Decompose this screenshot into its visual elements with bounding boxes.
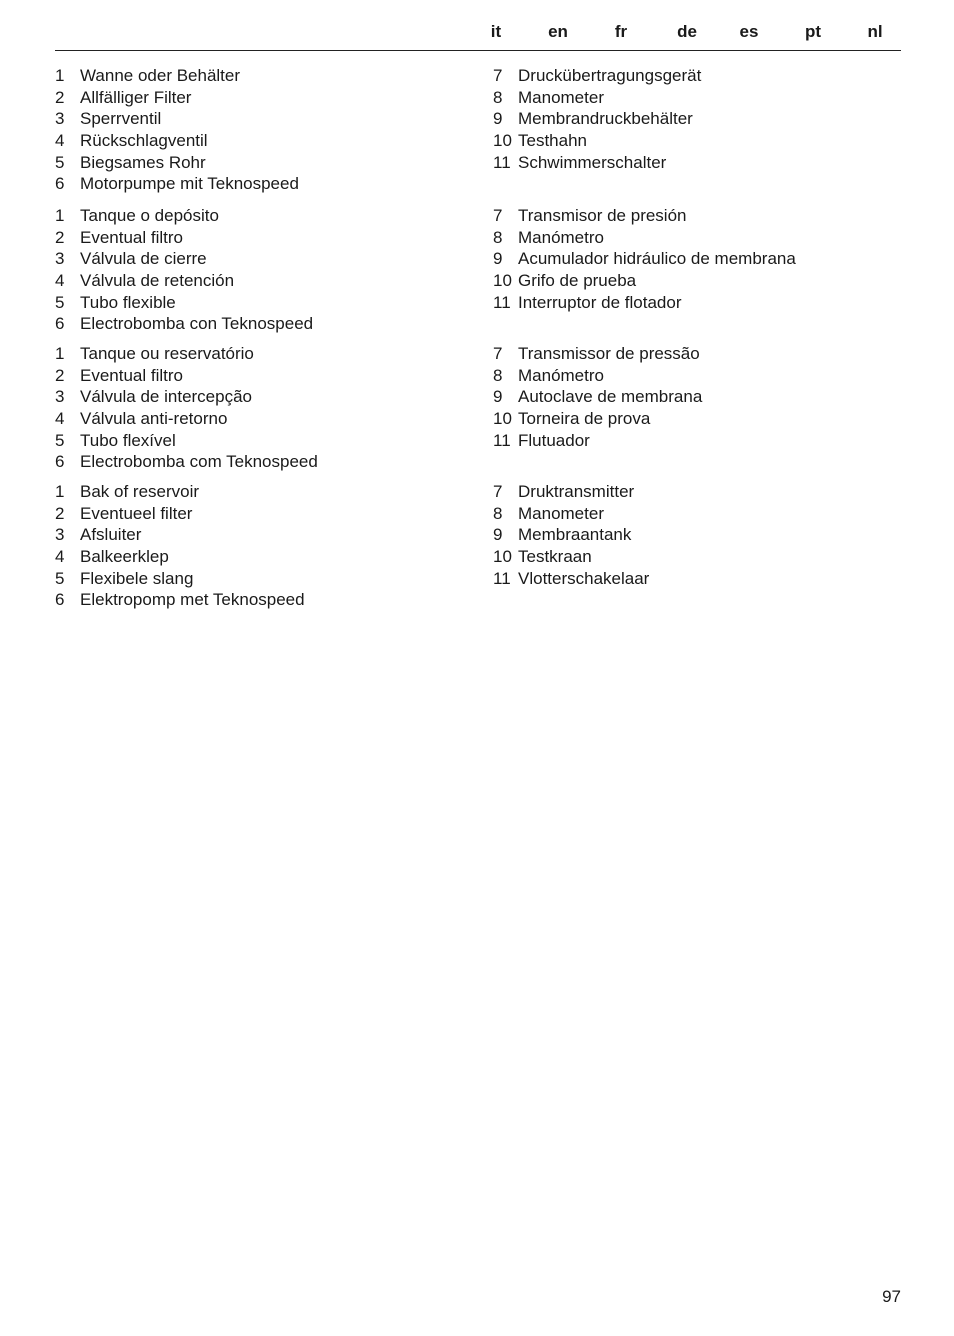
legend-item [55, 589, 475, 611]
header-divider [55, 50, 901, 51]
legend-item-number: 8 [493, 227, 503, 247]
legend-item [55, 430, 475, 452]
legend-item-label: Bak of reservoir [80, 482, 200, 501]
legend-column-left [55, 481, 475, 611]
legend-item [493, 408, 901, 430]
legend-item [55, 292, 475, 314]
legend-item [493, 430, 901, 452]
legend-item-number: 9 [493, 387, 503, 407]
legend-item [493, 65, 901, 87]
lang-tab-fr: fr [614, 22, 628, 41]
legend-item [55, 227, 475, 249]
legend-item-label: Wanne oder Behälter [80, 66, 241, 85]
legend-item [493, 205, 901, 227]
legend-item-number: 10 [493, 547, 512, 567]
legend-item-number: 7 [493, 206, 503, 225]
legend-item [55, 313, 475, 335]
legend-item-number: 4 [55, 271, 65, 291]
legend-column-right [493, 65, 901, 173]
lang-tab-pt: pt [804, 22, 822, 41]
legend-item-label: Válvula de cierre [80, 249, 207, 269]
legend-item-number: 11 [493, 292, 511, 312]
legend-item [493, 343, 901, 365]
legend-item-label: Manometer [518, 503, 604, 523]
legend-item-number: 10 [493, 131, 512, 151]
legend-item-label: Válvula de retención [80, 271, 235, 291]
legend-item-number: 9 [493, 525, 503, 545]
legend-column-right [493, 205, 901, 313]
legend-item [55, 365, 475, 387]
legend-item-label: Autoclave de membrana [518, 387, 703, 407]
legend-item-number: 3 [55, 387, 65, 407]
legend-item-number: 9 [493, 249, 503, 269]
legend-item-label: Allfälliger Filter [80, 87, 192, 107]
legend-item [493, 503, 901, 525]
legend-item-label: Afsluiter [80, 525, 142, 545]
legend-item [493, 108, 901, 130]
legend-item-number: 8 [493, 365, 503, 385]
legend-item-label: Torneira de prova [518, 409, 651, 429]
lang-tab-en: en [548, 22, 568, 41]
legend-item-number: 8 [493, 503, 503, 523]
legend-item [55, 152, 475, 174]
legend-item-label: Válvula de intercepção [80, 387, 253, 407]
legend-item-label: Elektropomp met Teknospeed [80, 590, 305, 610]
legend-item-label: Membraantank [518, 525, 632, 545]
legend-item-label: Rückschlagventil [80, 131, 208, 151]
legend-item [55, 108, 475, 130]
legend-column-right [493, 343, 901, 451]
legend-item-label: Manómetro [518, 227, 604, 247]
legend-item-label: Tubo flexible [80, 292, 176, 312]
legend-item-number: 5 [55, 430, 65, 450]
legend-item-label: Eventual filtro [80, 365, 183, 385]
legend-item [55, 270, 475, 292]
page-number: 97 [882, 1287, 901, 1306]
legend-column-right [493, 481, 901, 589]
legend-item-number: 10 [493, 271, 512, 291]
legend-item-label: Válvula anti-retorno [80, 409, 228, 429]
legend-item [55, 451, 475, 473]
legend-column-left [55, 343, 475, 473]
legend-item-number: 8 [493, 87, 503, 107]
legend-item-label: Manometer [518, 87, 604, 107]
legend-item-label: Druktransmitter [518, 482, 635, 501]
language-tabs [484, 22, 900, 46]
legend-item [493, 386, 901, 408]
legend-item [493, 87, 901, 109]
legend-item [55, 130, 475, 152]
legend-item [493, 270, 901, 292]
legend-item-number: 3 [55, 249, 65, 269]
legend-item-label: Motorpumpe mit Teknospeed [80, 174, 299, 194]
legend-item-number: 5 [55, 568, 65, 588]
lang-tab-es: es [739, 22, 759, 41]
legend-item-label: Tanque o depósito [80, 206, 219, 225]
legend-item-label: Transmisor de presión [518, 206, 687, 225]
legend-item-number: 1 [55, 482, 65, 501]
legend-item-number: 5 [55, 152, 65, 172]
legend-item-label: Grifo de prueba [518, 271, 637, 291]
legend-item-number: 2 [55, 227, 65, 247]
legend-item-number: 2 [55, 365, 65, 385]
legend-item [55, 481, 475, 503]
legend-item-label: Eventual filtro [80, 227, 183, 247]
legend-item [55, 408, 475, 430]
legend-item [55, 65, 475, 87]
legend-item-label: Transmissor de pressão [518, 344, 700, 363]
legend-item-label: Balkeerklep [80, 547, 169, 567]
legend-item-number: 4 [55, 547, 65, 567]
legend-item [493, 481, 901, 503]
legend-item-number: 4 [55, 131, 65, 151]
legend-item-label: Biegsames Rohr [80, 152, 206, 172]
legend-item [493, 227, 901, 249]
legend-item-number: 7 [493, 66, 503, 85]
legend-column-left [55, 65, 475, 195]
legend-item [55, 87, 475, 109]
legend-item [55, 546, 475, 568]
legend-item [55, 503, 475, 525]
legend-item [493, 152, 901, 174]
legend-item-number: 2 [55, 87, 65, 107]
legend-item-number: 3 [55, 525, 65, 545]
legend-item-label: Flexibele slang [80, 568, 194, 588]
lang-tab-it: it [490, 22, 502, 41]
legend-item [493, 292, 901, 314]
legend-item [493, 524, 901, 546]
legend-item-label: Vlotterschakelaar [518, 568, 650, 588]
legend-item [493, 130, 901, 152]
legend-item-number: 11 [493, 568, 511, 588]
legend-item-label: Testhahn [518, 131, 587, 151]
legend-item [493, 546, 901, 568]
legend-item-number: 6 [55, 590, 65, 610]
legend-item-label: Electrobomba con Teknospeed [80, 314, 314, 334]
legend-item-number: 6 [55, 314, 65, 334]
legend-item [55, 568, 475, 590]
legend-item-label: Sperrventil [80, 109, 162, 129]
legend-column-left [55, 205, 475, 335]
legend-item-label: Manómetro [518, 365, 604, 385]
legend-item-number: 2 [55, 503, 65, 523]
legend-item-label: Testkraan [518, 547, 592, 567]
legend-item [55, 205, 475, 227]
legend-item-number: 10 [493, 409, 512, 429]
legend-item [55, 386, 475, 408]
legend-item-label: Membrandruckbehälter [518, 109, 693, 129]
legend-item [493, 248, 901, 270]
legend-item-number: 5 [55, 292, 65, 312]
legend-item-number: 9 [493, 109, 503, 129]
legend-item-number: 1 [55, 344, 65, 363]
legend-item-number: 6 [55, 452, 65, 472]
legend-item-number: 4 [55, 409, 65, 429]
legend-item-number: 11 [493, 152, 511, 172]
legend-item [493, 568, 901, 590]
legend-item [493, 365, 901, 387]
legend-item-number: 1 [55, 66, 65, 85]
legend-item-label: Interruptor de flotador [518, 292, 682, 312]
legend-item-label: Acumulador hidráulico de membrana [518, 249, 796, 269]
legend-item [55, 248, 475, 270]
legend-item-label: Flutuador [518, 430, 590, 450]
legend-item [55, 343, 475, 365]
legend-item-label: Eventueel filter [80, 503, 193, 523]
legend-item-number: 3 [55, 109, 65, 129]
lang-tab-nl: nl [867, 22, 883, 41]
legend-item-number: 11 [493, 430, 511, 450]
legend-item-label: Tubo flexível [80, 430, 176, 450]
legend-item-label: Electrobomba com Teknospeed [80, 452, 318, 472]
legend-item [55, 524, 475, 546]
legend-item-number: 7 [493, 482, 503, 501]
legend-item-label: Schwimmerschalter [518, 152, 667, 172]
legend-item-number: 6 [55, 174, 65, 194]
lang-tab-de: de [677, 22, 697, 41]
legend-item-number: 7 [493, 344, 503, 363]
legend-item-number: 1 [55, 206, 65, 225]
legend-item-label: Druckübertragungsgerät [518, 66, 702, 85]
legend-item [55, 173, 475, 195]
legend-item-label: Tanque ou reservatório [80, 344, 254, 363]
